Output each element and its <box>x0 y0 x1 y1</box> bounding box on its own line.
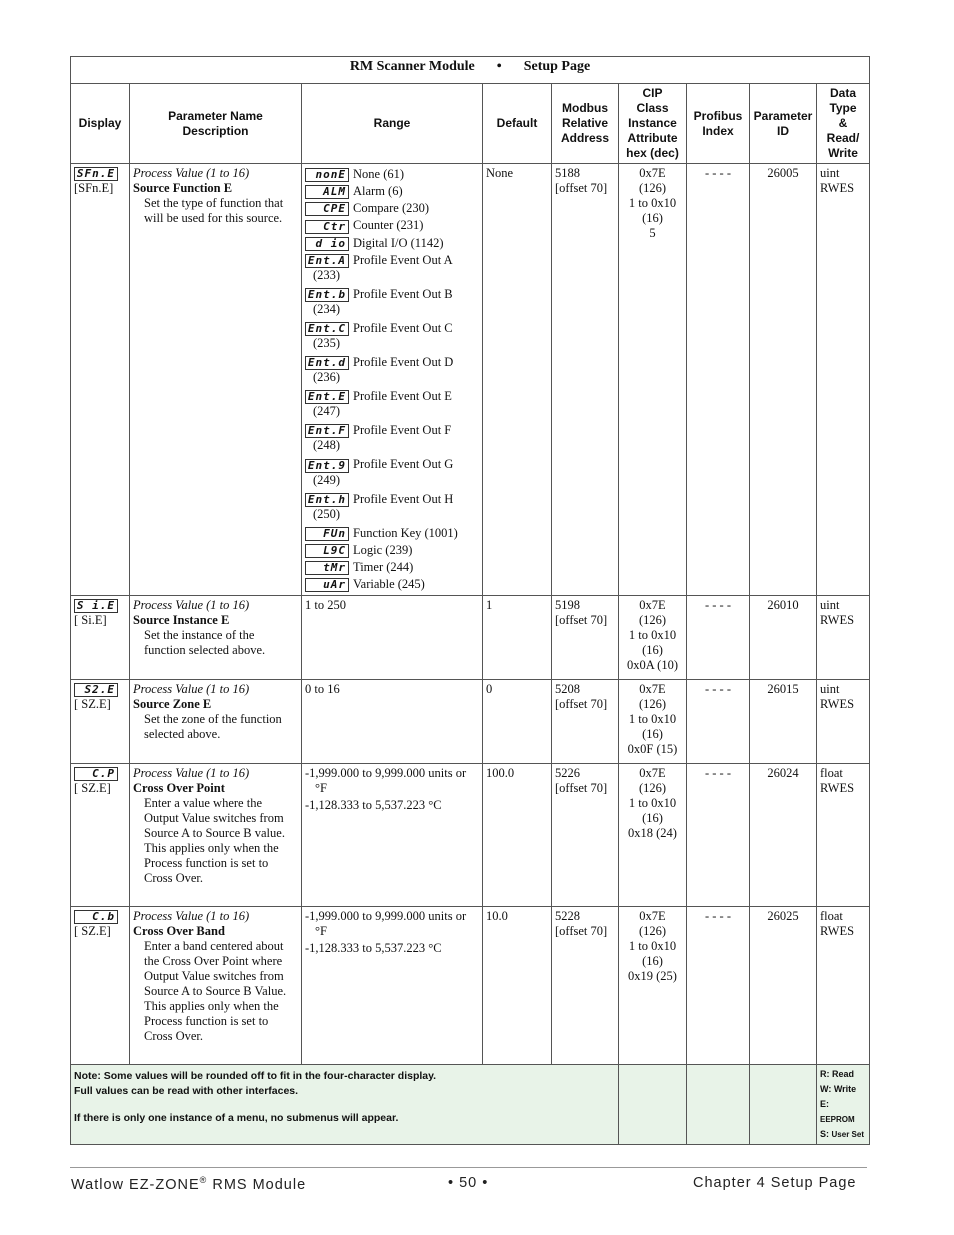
param-id-cell: 26015 <box>750 680 817 764</box>
modbus-cell <box>552 907 619 1065</box>
footer-brand: Watlow EZ-ZONE <box>71 1176 200 1193</box>
range-option <box>305 286 479 316</box>
title-separator: • <box>496 59 502 74</box>
param-group: Process Value (1 to 16) <box>133 909 250 924</box>
legend-read: R: Read <box>820 1069 855 1080</box>
range-cell: 0 to 16 <box>302 680 483 764</box>
param-name: Cross Over Band <box>133 924 225 939</box>
parameter-table <box>70 56 870 1145</box>
param-group: Process Value (1 to 16) <box>133 598 250 613</box>
option-sublabel: (234) <box>313 301 341 316</box>
modbus-offset: [offset 70] <box>555 781 608 796</box>
cip-cell <box>619 680 687 764</box>
param-cell <box>130 764 302 907</box>
modbus-address: 5188 <box>555 166 580 180</box>
param-id-cell: 26024 <box>750 764 817 907</box>
display-cell <box>71 680 130 764</box>
option-sublabel: (249) <box>313 472 341 487</box>
lcd-option-code: ALM <box>305 185 349 199</box>
param-cell <box>130 907 302 1065</box>
range-option <box>305 200 479 216</box>
col-modbus: Modbus Relative Address <box>552 84 619 164</box>
display-cell <box>71 164 130 596</box>
profibus-cell: - - - - <box>687 164 750 596</box>
col-range: Range <box>302 84 483 164</box>
lcd-option-code: Ent.h <box>305 493 349 507</box>
lcd-option-code: d io <box>305 237 349 251</box>
default-cell: 0 <box>483 680 552 764</box>
cip-class: 0x7E <box>639 166 666 180</box>
data-type-cell <box>817 596 870 680</box>
param-id-cell: 26025 <box>750 907 817 1065</box>
lcd-option-code: tMr <box>305 561 349 575</box>
footer-divider <box>70 1167 867 1168</box>
option-label: Digital I/O (1142) <box>353 235 444 250</box>
legend-user-set-key: S: <box>820 1129 829 1140</box>
option-label: Profile Event Out E <box>353 389 452 404</box>
legend-eeprom-key: E: <box>820 1099 829 1110</box>
range-cell <box>302 764 483 907</box>
profibus-cell: - - - - <box>687 596 750 680</box>
cip-instance: 1 to 0x10 <box>628 939 677 954</box>
option-label: Profile Event Out C <box>353 320 453 335</box>
lcd-display: S2.E <box>74 683 118 697</box>
legend-user-set <box>820 1127 866 1142</box>
cip-cell <box>619 596 687 680</box>
param-group: Process Value (1 to 16) <box>133 766 250 781</box>
data-type-cell <box>817 164 870 596</box>
param-cell <box>130 164 302 596</box>
table-row <box>71 596 870 680</box>
option-label: Profile Event Out B <box>353 286 453 301</box>
table-row <box>71 164 870 596</box>
cip-class-dec: (126) <box>638 781 667 796</box>
read-write: RWES <box>820 781 855 796</box>
range-fahrenheit: -1,999.000 to 9,999.000 units or °F <box>305 909 467 939</box>
param-desc: Set the instance of the function selected above. <box>144 628 266 658</box>
range-option <box>305 456 479 486</box>
table-row <box>71 764 870 907</box>
option-label: Logic (239) <box>353 542 413 557</box>
option-label: Alarm (6) <box>353 184 403 199</box>
col-default: Default <box>483 84 552 164</box>
cip-attribute: 0x0F (15) <box>627 742 678 757</box>
modbus-address: 5226 <box>555 766 580 781</box>
footer-left <box>71 1175 306 1193</box>
modbus-offset: [offset 70] <box>555 181 608 195</box>
option-sublabel: (233) <box>313 267 341 282</box>
footer-module: RMS Module <box>212 1176 307 1193</box>
option-label: Function Key (1001) <box>353 525 458 540</box>
page-title: Setup Page <box>523 59 591 74</box>
notes-cell <box>71 1065 619 1145</box>
lcd-option-code: nonE <box>305 168 349 182</box>
range-cell: 1 to 250 <box>302 596 483 680</box>
modbus-offset: [offset 70] <box>555 924 608 939</box>
modbus-cell <box>552 164 619 596</box>
range-option <box>305 252 479 282</box>
lcd-option-code: Ent.d <box>305 356 349 370</box>
col-parameter-name: Parameter Name Description <box>130 84 302 164</box>
default-cell: 100.0 <box>483 764 552 907</box>
page-number: • 50 • <box>448 1175 489 1191</box>
rw-legend <box>817 1065 870 1145</box>
cip-instance-dec: (16) <box>642 954 663 969</box>
option-label: Variable (245) <box>353 577 425 591</box>
range-celsius: -1,128.333 to 5,537.223 °C <box>305 798 442 813</box>
note-line-3: If there is only one instance of a menu, no submenus will appear. <box>74 1112 399 1125</box>
param-desc: Set the type of function that will be used for this source. <box>144 196 284 225</box>
option-sublabel: (236) <box>313 370 341 385</box>
data-type: uint <box>820 166 840 180</box>
lcd-option-code: Ent.E <box>305 390 349 404</box>
display-code: [ SZ.E] <box>74 924 111 939</box>
footer-chapter: Chapter 4 Setup Page <box>693 1175 857 1191</box>
read-write: RWES <box>820 181 855 195</box>
read-write: RWES <box>820 697 855 712</box>
cip-class: 0x7E <box>639 909 666 924</box>
modbus-offset: [offset 70] <box>555 613 608 628</box>
range-option <box>305 354 479 384</box>
param-group: Process Value (1 to 16) <box>133 166 250 180</box>
display-cell <box>71 596 130 680</box>
modbus-cell <box>552 680 619 764</box>
param-name: Source Function E <box>133 181 233 195</box>
cip-class: 0x7E <box>639 682 666 697</box>
cip-class: 0x7E <box>639 766 666 781</box>
cip-instance: 1 to 0x10 <box>628 796 677 811</box>
cip-instance: 1 to 0x10 <box>628 628 677 643</box>
param-cell <box>130 680 302 764</box>
modbus-address: 5198 <box>555 598 580 613</box>
lcd-option-code: Ctr <box>305 220 349 234</box>
option-sublabel: (250) <box>313 506 341 521</box>
modbus-cell <box>552 764 619 907</box>
range-option <box>305 235 479 251</box>
cip-class-dec: (126) <box>638 181 667 195</box>
range-celsius: -1,128.333 to 5,537.223 °C <box>305 941 442 956</box>
table-row <box>71 680 870 764</box>
cip-class: 0x7E <box>639 598 666 613</box>
lcd-display: SFn.E <box>74 167 118 181</box>
display-cell <box>71 764 130 907</box>
cip-attribute: 0x19 (25) <box>628 969 677 984</box>
cip-class-dec: (126) <box>638 924 667 939</box>
profibus-cell: - - - - <box>687 680 750 764</box>
range-option <box>305 422 479 452</box>
range-option <box>305 183 479 199</box>
empty-cell <box>619 1065 687 1145</box>
default-cell: 1 <box>483 596 552 680</box>
range-option <box>305 166 479 182</box>
profibus-cell: - - - - <box>687 764 750 907</box>
legend-write: W: Write <box>820 1084 857 1095</box>
range-option <box>305 388 479 418</box>
col-data-type: Data Type & Read/ Write <box>817 84 870 164</box>
range-option <box>305 320 479 350</box>
cip-instance-dec: (16) <box>642 727 663 742</box>
range-cell <box>302 907 483 1065</box>
col-display: Display <box>71 84 130 164</box>
legend-user-set-value: User Set <box>831 1130 864 1140</box>
data-type: uint <box>820 682 840 697</box>
display-code: [ SZ.E] <box>74 781 111 796</box>
notes-row <box>71 1065 870 1145</box>
param-desc: Set the zone of the function selected above. <box>144 712 282 742</box>
param-name: Source Instance E <box>133 613 230 628</box>
cip-cell <box>619 907 687 1065</box>
col-cip: CIP Class Instance Attribute hex (dec) <box>619 84 687 164</box>
param-group: Process Value (1 to 16) <box>133 682 250 697</box>
cip-instance-dec: (16) <box>642 211 663 225</box>
range-option <box>305 576 479 592</box>
option-label: Profile Event Out D <box>353 355 454 369</box>
data-type: float <box>820 766 843 781</box>
cip-instance: 1 to 0x10 <box>628 712 677 727</box>
legend-eeprom-value: EEPROM <box>820 1115 855 1125</box>
col-profibus: Profibus Index <box>687 84 750 164</box>
display-code: [ Si.E] <box>74 613 107 628</box>
range-option <box>305 217 479 233</box>
cip-instance: 1 to 0x10 <box>628 196 677 210</box>
display-cell <box>71 907 130 1065</box>
note-line-1: Note: Some values will be rounded off to fit in the four-character display. <box>74 1070 437 1083</box>
cip-class-dec: (126) <box>638 697 667 712</box>
empty-cell <box>750 1065 817 1145</box>
param-name: Source Zone E <box>133 697 212 712</box>
lcd-option-code: L9C <box>305 544 349 558</box>
param-cell <box>130 596 302 680</box>
lcd-display: C.b <box>74 910 118 924</box>
lcd-option-code: Ent.C <box>305 322 349 336</box>
display-code: [ SZ.E] <box>74 697 111 712</box>
empty-cell <box>687 1065 750 1145</box>
cip-attribute: 0x0A (10) <box>626 658 679 673</box>
range-option <box>305 542 479 558</box>
registered-mark: ® <box>199 1175 208 1185</box>
lcd-option-code: Ent.b <box>305 288 349 302</box>
cip-attribute: 0x18 (24) <box>628 826 677 841</box>
range-option <box>305 525 479 541</box>
option-sublabel: (248) <box>313 438 341 453</box>
param-id-cell: 26010 <box>750 596 817 680</box>
option-label: Profile Event Out A <box>353 252 453 267</box>
lcd-option-code: Ent.A <box>305 254 349 268</box>
param-id-cell: 26005 <box>750 164 817 596</box>
option-label: Timer (244) <box>353 559 414 574</box>
note-line-2: Full values can be read with other interfaces. <box>74 1085 299 1098</box>
param-desc: Enter a value where the Output Value switches from Source A to Source B value. This applies only when the Process function is set to Cross Over. <box>144 796 285 886</box>
range-fahrenheit: -1,999.000 to 9,999.000 units or °F <box>305 766 467 796</box>
option-label: Profile Event Out F <box>353 423 452 438</box>
option-label: None (61) <box>353 167 405 181</box>
read-write: RWES <box>820 613 855 628</box>
range-option <box>305 559 479 575</box>
table-title <box>71 57 870 84</box>
lcd-option-code: uAr <box>305 578 349 592</box>
default-cell: 10.0 <box>483 907 552 1065</box>
cip-instance-dec: (16) <box>642 811 663 826</box>
lcd-option-code: Ent.F <box>305 424 349 438</box>
param-desc: Enter a band centered about the Cross Over Point where Output Value switches from Source A to Source B Value. This applies only when the Process function is set to Cross Over. <box>144 939 287 1044</box>
range-cell <box>302 164 483 596</box>
read-write: RWES <box>820 924 855 939</box>
table-row <box>71 907 870 1065</box>
option-label: Profile Event Out G <box>353 457 454 472</box>
module-title: RM Scanner Module <box>349 59 475 74</box>
data-type: uint <box>820 598 840 613</box>
data-type-cell <box>817 764 870 907</box>
legend-eeprom <box>820 1097 866 1127</box>
cip-instance-dec: (16) <box>642 643 663 658</box>
data-type: float <box>820 909 843 924</box>
modbus-offset: [offset 70] <box>555 697 608 712</box>
data-type-cell <box>817 907 870 1065</box>
option-label: Counter (231) <box>353 218 424 233</box>
data-type-cell <box>817 680 870 764</box>
lcd-option-code: CPE <box>305 202 349 216</box>
modbus-cell <box>552 596 619 680</box>
option-label: Compare (230) <box>353 201 430 216</box>
display-code: [SFn.E] <box>74 181 114 196</box>
cip-attribute: 5 <box>649 226 656 240</box>
lcd-display: S i.E <box>74 599 118 613</box>
option-sublabel: (235) <box>313 336 341 350</box>
param-name: Cross Over Point <box>133 781 225 796</box>
option-label: Profile Event Out H <box>353 491 454 506</box>
modbus-address: 5228 <box>555 909 580 924</box>
modbus-address: 5208 <box>555 682 580 697</box>
cip-cell <box>619 164 687 596</box>
lcd-display: C.P <box>74 767 118 781</box>
default-cell: None <box>483 164 552 596</box>
cip-class-dec: (126) <box>638 613 667 628</box>
lcd-option-code: FUn <box>305 527 349 541</box>
profibus-cell: - - - - <box>687 907 750 1065</box>
col-parameter-id: Parameter ID <box>750 84 817 164</box>
range-option <box>305 491 479 521</box>
lcd-option-code: Ent.9 <box>305 459 349 473</box>
cip-cell <box>619 764 687 907</box>
option-sublabel: (247) <box>313 404 341 419</box>
